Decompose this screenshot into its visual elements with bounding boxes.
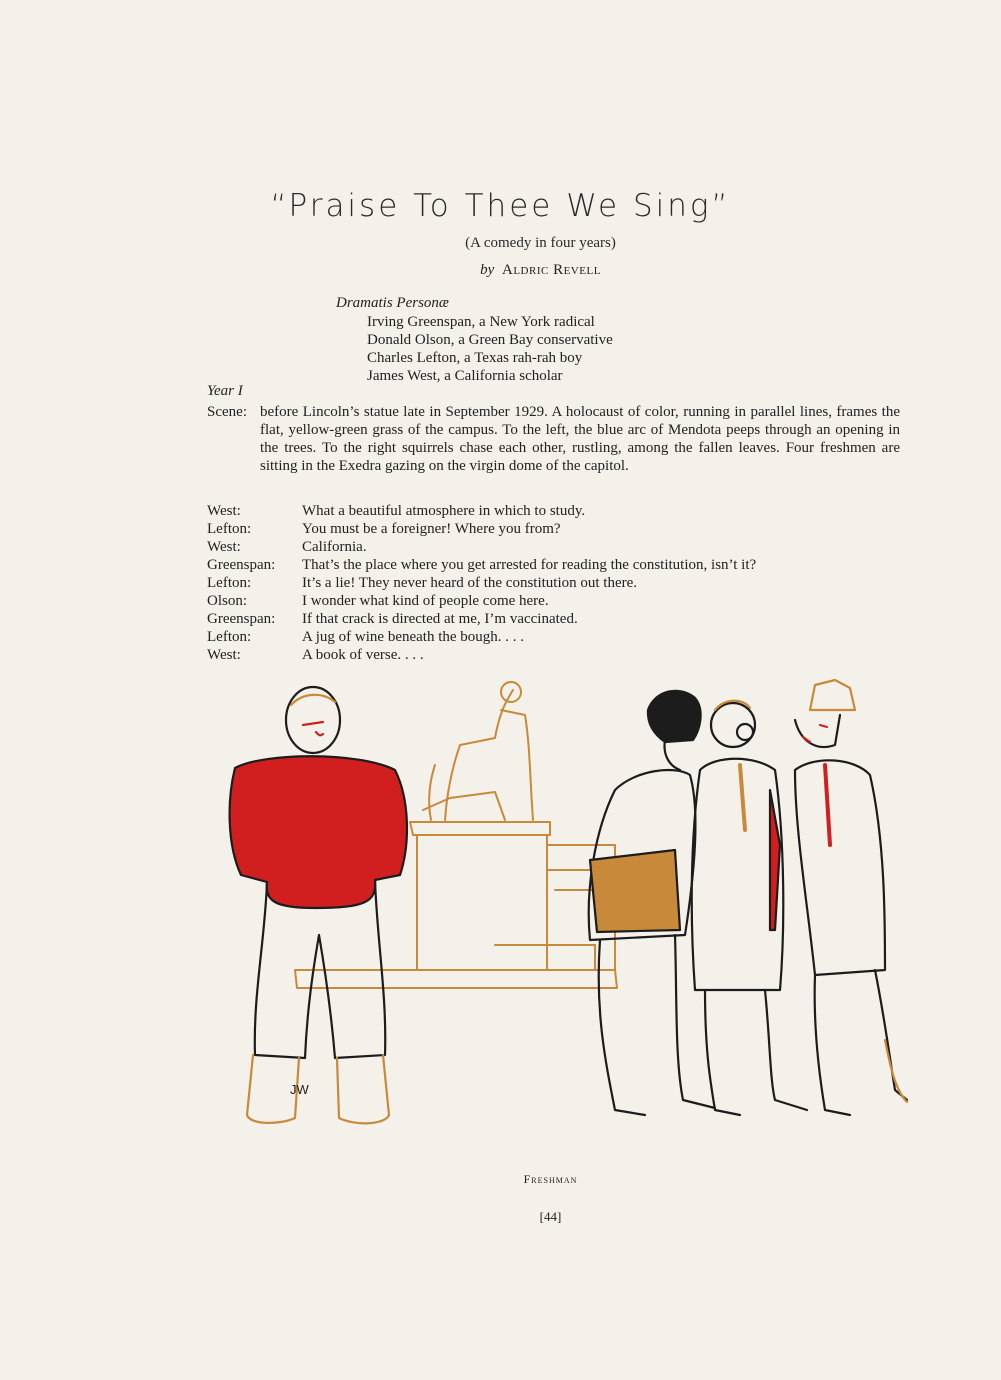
page-number: [44] bbox=[539, 1209, 562, 1224]
speaker: West: bbox=[207, 503, 241, 519]
speech: A book of verse. . . . bbox=[302, 647, 424, 663]
cast-item: Irving Greenspan, a New York radical bbox=[367, 314, 595, 330]
artist-signature: JW bbox=[290, 1082, 309, 1097]
dialogue-line bbox=[207, 610, 756, 628]
speaker: West: bbox=[207, 647, 241, 663]
dialogue-block bbox=[207, 502, 756, 664]
dialogue-line bbox=[207, 592, 756, 610]
students-group bbox=[589, 680, 907, 1115]
cast-list bbox=[367, 313, 613, 385]
subtitle: (A comedy in four years) bbox=[465, 235, 616, 251]
cast-item: James West, a California scholar bbox=[367, 368, 563, 384]
cast-item: Donald Olson, a Green Bay conservative bbox=[367, 332, 613, 348]
speaker: Olson: bbox=[207, 593, 248, 609]
dialogue-line bbox=[207, 628, 756, 646]
speech: California. bbox=[302, 539, 367, 555]
scene-description bbox=[207, 403, 900, 475]
dialogue-line bbox=[207, 574, 756, 592]
speaker: Lefton: bbox=[207, 629, 252, 645]
dramatis-personae-heading: Dramatis Personæ bbox=[336, 295, 449, 311]
page-title: “Praise To Thee We Sing” bbox=[270, 188, 731, 224]
dialogue-line bbox=[207, 646, 756, 664]
scene-label: Scene: bbox=[207, 404, 247, 420]
byline bbox=[0, 262, 1001, 279]
scene-text: before Lincoln’s statue late in September 1929. A holocaust of color, running in parallel lines, frames the flat, yellow-green grass of the campus. To the left, the blue arc of Mendota peeps through an opening in the trees. To the right squirrels chase each other, rustling, among the fallen leaves. Four freshmen are sitting in the Exedra gazing on the virgin dome of the capitol. bbox=[260, 404, 900, 474]
freshman-figure bbox=[230, 687, 407, 1123]
speaker: West: bbox=[207, 539, 241, 555]
speech: I wonder what kind of people come here. bbox=[302, 593, 549, 609]
speech: If that crack is directed at me, I’m vaccinated. bbox=[302, 611, 578, 627]
illustration-caption: Freshman bbox=[523, 1172, 578, 1186]
speech: What a beautiful atmosphere in which to study. bbox=[302, 503, 586, 519]
byline-by: by bbox=[480, 262, 495, 278]
dialogue-line bbox=[207, 538, 756, 556]
dialogue-line bbox=[207, 502, 756, 520]
speaker: Lefton: bbox=[207, 575, 252, 591]
freshman-illustration bbox=[195, 670, 915, 1170]
speaker: Lefton: bbox=[207, 521, 252, 537]
dialogue-line bbox=[207, 556, 756, 574]
byline-author: Aldric Revell bbox=[502, 262, 601, 278]
dialogue-line bbox=[207, 520, 756, 538]
year-heading: Year I bbox=[207, 383, 243, 399]
speech: It’s a lie! They never heard of the constitution out there. bbox=[302, 575, 638, 591]
speaker: Greenspan: bbox=[207, 611, 276, 627]
speech: You must be a foreigner! Where you from? bbox=[302, 521, 561, 537]
speaker: Greenspan: bbox=[207, 557, 276, 573]
speech: That’s the place where you get arrested for reading the constitution, isn’t it? bbox=[302, 557, 757, 573]
cast-item: Charles Lefton, a Texas rah-rah boy bbox=[367, 350, 583, 366]
speech: A jug of wine beneath the bough. . . . bbox=[302, 629, 525, 645]
